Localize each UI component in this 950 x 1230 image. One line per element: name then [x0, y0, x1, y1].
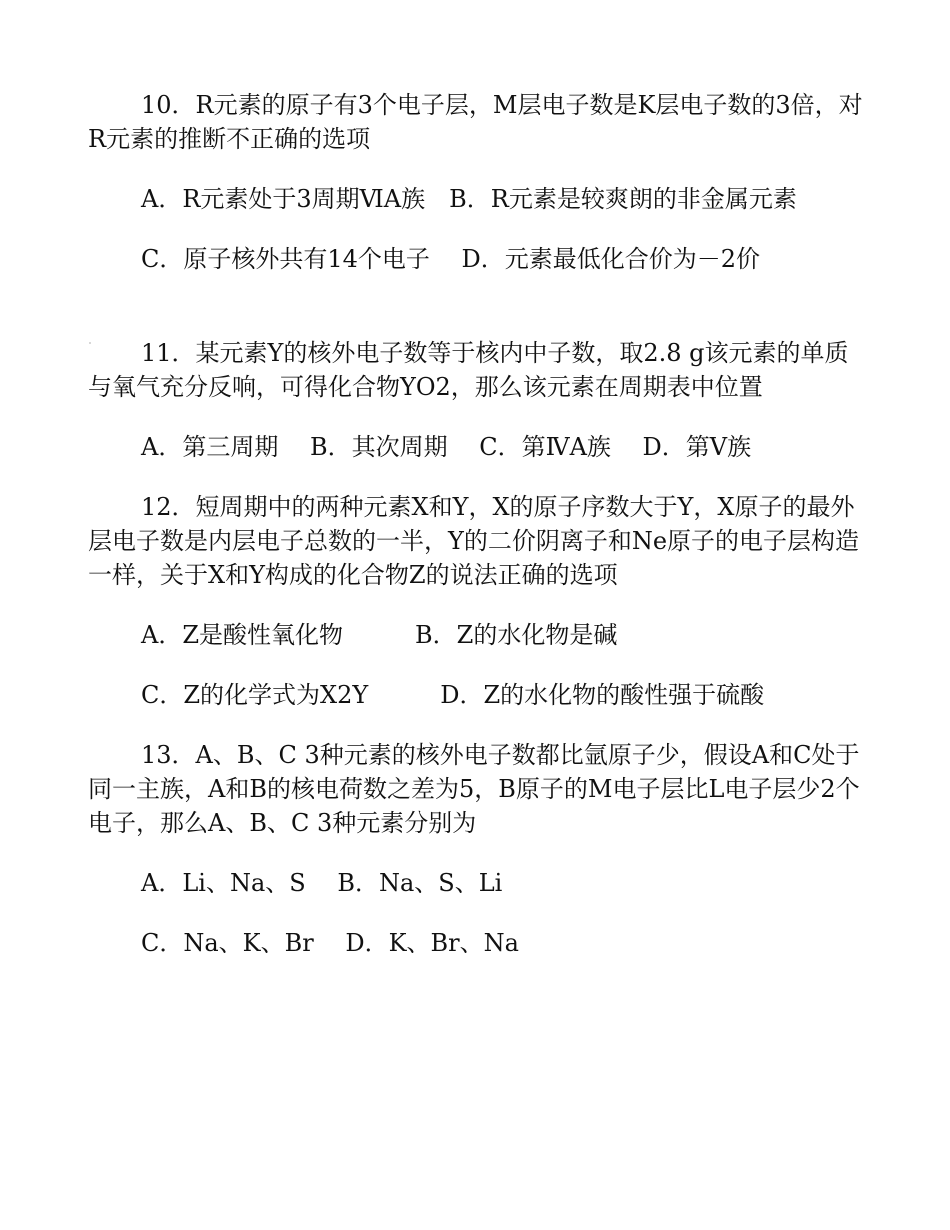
question-10-options-ab: A．R元素处于3周期ⅥA族 B．R元素是较爽朗的非金属元素 [141, 185, 797, 213]
question-10-options-cd: C．原子核外共有14个电子 D．元素最低化合价为－2价 [141, 245, 761, 273]
question-13-options-ab: A．Li、Na、S B．Na、S、Li [141, 869, 503, 897]
question-10-stem: 10．R元素的原子有3个电子层，M层电子数是K层电子数的3倍，对R元素的推断不正确的选项 [88, 91, 863, 153]
question-13-options-cd: C．Na、K、Br D．K、Br、Na [141, 929, 519, 957]
question-11-stem: 11．某元素Y的核外电子数等于核内中子数，取2.8 g该元素的单质与氧气充分反响，可得化合物YO2，那么该元素在周期表中位置 [88, 339, 849, 401]
question-12-options-cd: C．Z的化学式为X2Y D．Z的水化物的酸性强于硫酸 [141, 681, 765, 709]
question-11-options: A．第三周期 B．其次周期 C．第ⅣA族 D．第Ⅴ族 [141, 433, 752, 461]
question-13-stem: 13．A、B、C 3种元素的核外电子数都比氩原子少，假设A和C处于同一主族，A和B的核电荷数之差为5，B原子的M电子层比L电子层少2个电子，那么A、B、C 3种元素分别为 [88, 741, 860, 837]
question-12-stem: 12．短周期中的两种元素X和Y，X的原子序数大于Y，X原子的最外层电子数是内层电子总数的一半，Y的二价阴离子和Ne原子的电子层构造一样，关于X和Y构成的化合物Z的说法正确的选项 [88, 493, 860, 589]
document-page [88, 88, 863, 960]
question-12-options-ab: A．Z是酸性氧化物 B．Z的水化物是碱 [141, 621, 618, 649]
